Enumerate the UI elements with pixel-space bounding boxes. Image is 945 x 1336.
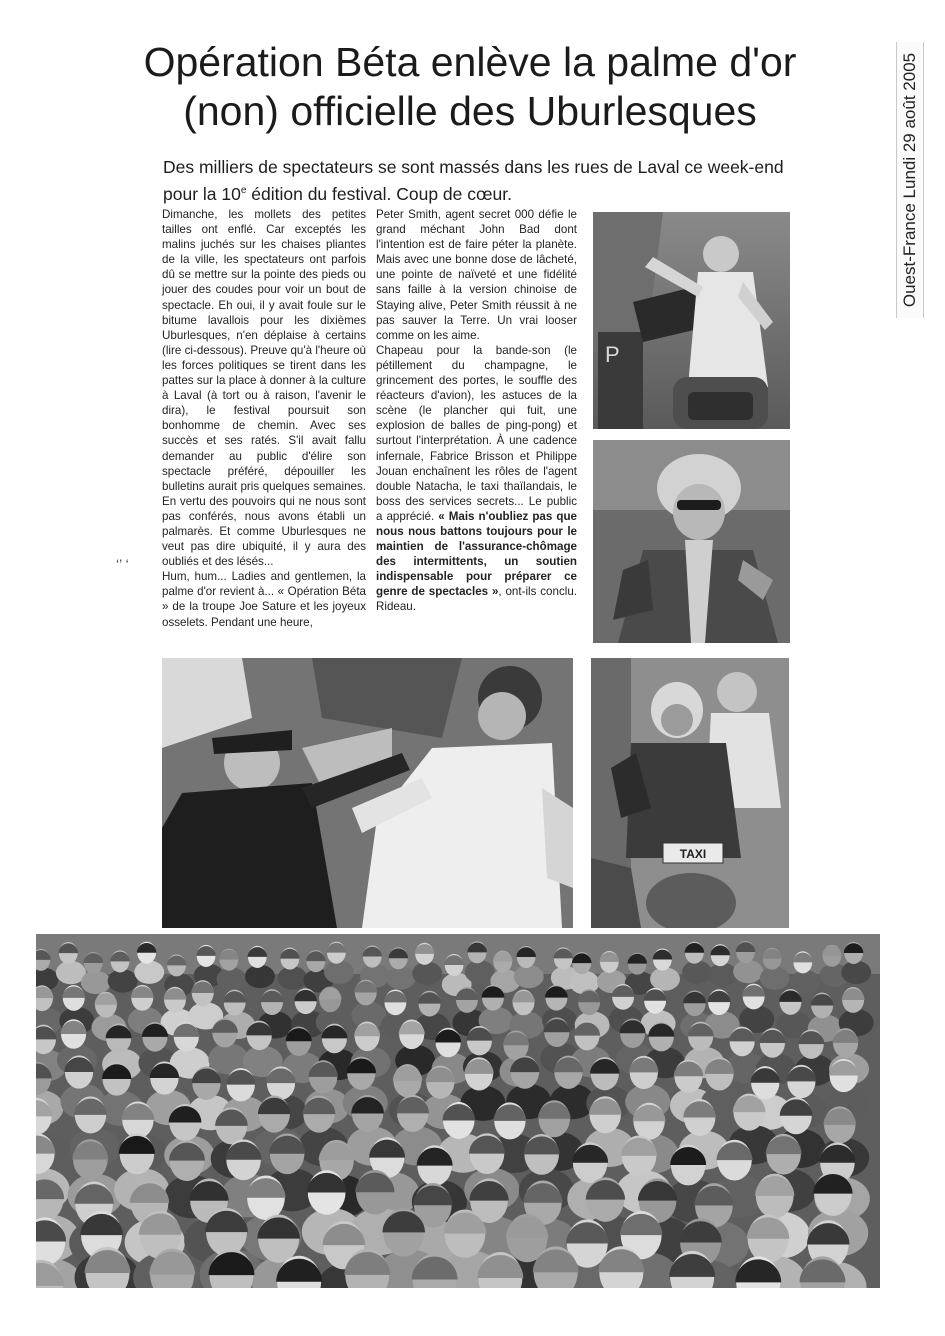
- crowd-body: [386, 966, 416, 989]
- article-paragraph-3: Peter Smith, agent secret 000 défie le grand méchant John Bad dont l'intention est de faire péter la planète. Mais avec une bonne dose de lâcheté, une pointe de naïveté et une fidélité sans faille à la version chinoise de Staying alive, Peter Smith réussit à ne pas sauver la Terre. Un vrai looser comme on les aime.: [376, 208, 577, 342]
- photo-performer-headset-image: [593, 212, 790, 429]
- article-quote: « Mais n'oubliez pas que nous nous battons toujours pour le maintien de l'assurance-chômage des intermittents, un soutien indispensable pour préparer ce genre de spectacles »: [376, 509, 577, 599]
- crowd-body: [790, 970, 820, 993]
- crowd-body: [108, 969, 138, 992]
- crowd-body: [278, 966, 308, 989]
- crowd-body: [81, 971, 111, 994]
- taxi-sign: TAXI: [679, 847, 707, 861]
- crowd-body: [733, 960, 763, 983]
- crowd-body: [514, 965, 544, 988]
- subhead-part-1: Des milliers de spectateurs se sont massés dans les rues de Laval ce week-end pour la 10: [163, 157, 784, 204]
- crowd-body: [217, 967, 247, 990]
- photo-crowd-image: [36, 934, 880, 1288]
- headline-line-1: Opération Béta enlève la palme d'or: [143, 39, 797, 85]
- crowd-body: [760, 966, 790, 989]
- margin-mark: ‘’ ‘: [116, 556, 129, 572]
- article-column-1: [162, 207, 366, 630]
- crowd-body: [134, 961, 164, 984]
- crowd-body: [245, 965, 275, 988]
- article-paragraph-1: Dimanche, les mollets des petites tailles ont enflé. Car exceptés les malins juchés sur les chaises pliantes de la ville, les spectateurs ont parfois dû se mettre sur la pointe des pieds ou jouer des coudes pour voir un bout de spectacle. Eh oui, il y avait foule sur le bitume lavallois pour les dixièmes Uburlesques, n'en déplaise à certains (lire ci-dessous). Preuve qu'à l'heure où les forces politiques se tirent dans les pattes sur la place à donner à la culture à Laval (à tort ou à raison, l'avenir le dira), le festival poursuit son bonhomme de chemin. Avec ses succès et ses ratés. S'il avait fallu demander au public d'élire son spectacle préféré, dépouiller les bulletins aurait pris quelques semaines. En vertu des pouvoirs qui ne nous sont pas conférés, nous avons établi un palmarès. Et comme Uburlesques ne veut pas dire ubiquité, il y aura des oubliés et des lésés...: [162, 208, 366, 569]
- crowd-body: [412, 962, 442, 985]
- subhead-part-2: édition du festival. Coup de cœur.: [246, 183, 512, 204]
- subheading: [163, 156, 799, 206]
- article-column-2: [376, 207, 577, 615]
- crowd-body: [708, 963, 738, 986]
- crowd-body: [650, 967, 680, 990]
- crowd-body: [465, 960, 495, 983]
- photo-fur-hat-performer-image: [593, 440, 790, 643]
- photo-motorcyclist-taxi-image: [591, 658, 789, 928]
- headline-line-2: (non) officielle des Uburlesques: [183, 88, 757, 134]
- photo-two-actors-image: [162, 658, 573, 928]
- article-paragraph-4: [376, 343, 577, 615]
- source-dateline: [896, 42, 924, 318]
- photo-performer-headset: [593, 212, 790, 429]
- headline: [60, 38, 880, 136]
- photo-fur-hat-performer: [593, 440, 790, 643]
- photo-two-actors: [162, 658, 573, 928]
- crowd-body: [324, 960, 354, 983]
- article-paragraph-2: Hum, hum... Ladies and gentlemen, la palme d'or revient à... « Opération Béta » de la troupe Joe Sature et les joyeux osselets. Pendant une heure,: [162, 570, 366, 629]
- subhead-superscript: e: [240, 185, 247, 196]
- photo-crowd: [36, 934, 880, 1288]
- svg-text:P: P: [605, 342, 620, 367]
- article-closing: , ont-ils conclu. Rideau.: [376, 585, 577, 614]
- photo-motorcyclist-taxi: [591, 658, 789, 928]
- crowd-body: [682, 961, 712, 984]
- article-paragraph-4-text: Chapeau pour la bande-son (le pétillement du champagne, le grincement des portes, le souffle des réacteurs d'avion), les astuces de la scène (le plancher qui fuit, une explosion de balles de ping-pong) et surtout l'interprétation. À une cadence infernale, Fabrice Brisson et Philippe Jouan enchaînent les rôles de l'agent double Natacha, le taxi thaïlandais, le boss des services secrets... Le public a apprécié.: [376, 343, 577, 523]
- crowd-body: [841, 961, 871, 984]
- source-label: Ouest-France Lundi 29 août 2005: [900, 52, 919, 308]
